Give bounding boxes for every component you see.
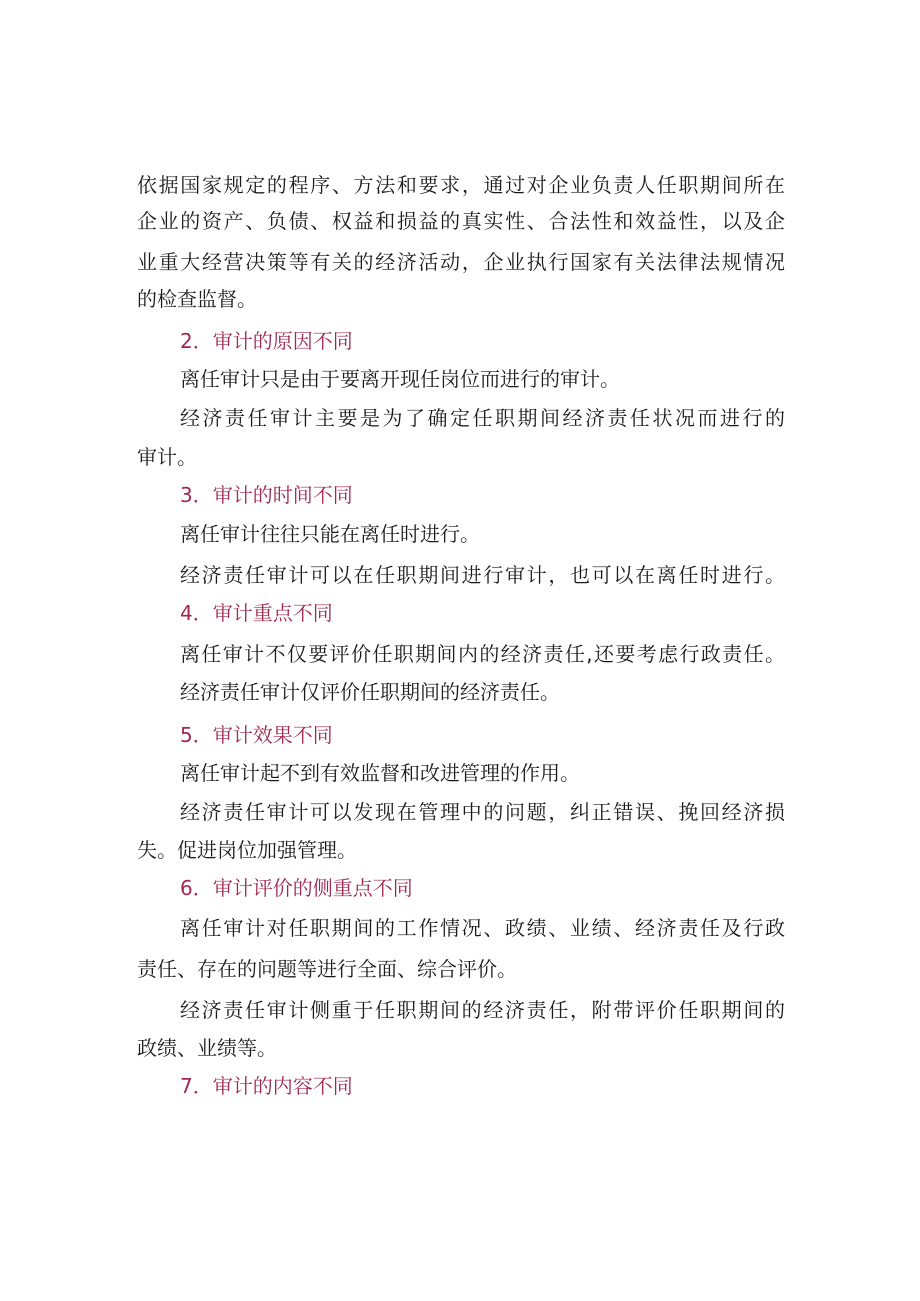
section-3-para-2-line-1: 经济责任审计可以在任职期间进行审计，也可以在离任时进行。 xyxy=(180,563,785,587)
section-6-para-2-line-1: 经济责任审计侧重于任职期间的经济责任，附带评价任职期间的 xyxy=(180,998,785,1022)
section-2-para-1-line-1: 离任审计只是由于要离开现任岗位而进行的审计。 xyxy=(180,367,620,391)
section-4-para-1-line-1: 离任审计不仅要评价任职期间内的经济责任,还要考虑行政责任。 xyxy=(180,642,785,666)
section-heading-3: 3．审计的时间不同 xyxy=(180,483,353,507)
intro-line-1: 依据国家规定的程序、方法和要求，通过对企业负责人任职期间所在 xyxy=(137,173,785,197)
section-6-para-1-line-2: 责任、存在的问题等进行全面、综合评价。 xyxy=(137,957,517,981)
section-5-para-2-line-1: 经济责任审计可以发现在管理中的问题，纠正错误、挽回经济损 xyxy=(180,800,785,824)
section-5-para-1-line-1: 离任审计起不到有效监督和改进管理的作用。 xyxy=(180,761,580,785)
section-heading-4: 4．审计重点不同 xyxy=(180,601,333,625)
section-6-para-2-line-2: 政绩、业绩等。 xyxy=(137,1036,277,1060)
section-heading-5: 5．审计效果不同 xyxy=(180,723,333,747)
intro-line-2: 企业的资产、负债、权益和损益的真实性、合法性和效益性，以及企 xyxy=(137,209,785,233)
section-2-para-2-line-1: 经济责任审计主要是为了确定任职期间经济责任状况而进行的 xyxy=(180,406,785,430)
section-heading-6: 6．审计评价的侧重点不同 xyxy=(180,876,413,900)
section-4-para-2-line-1: 经济责任审计仅评价任职期间的经济责任。 xyxy=(180,680,560,704)
section-6-para-1-line-1: 离任审计对任职期间的工作情况、政绩、业绩、经济责任及行政 xyxy=(180,916,785,940)
section-2-para-2-line-2: 审计。 xyxy=(137,445,197,469)
section-heading-2: 2．审计的原因不同 xyxy=(180,329,353,353)
section-5-para-2-line-2: 失。促进岗位加强管理。 xyxy=(137,838,357,862)
intro-line-3: 业重大经营决策等有关的经济活动，企业执行国家有关法律法规情况 xyxy=(137,250,785,274)
intro-line-4: 的检查监督。 xyxy=(137,287,257,311)
section-3-para-1-line-1: 离任审计往往只能在离任时进行。 xyxy=(180,522,480,546)
section-heading-7: 7．审计的内容不同 xyxy=(180,1074,353,1098)
